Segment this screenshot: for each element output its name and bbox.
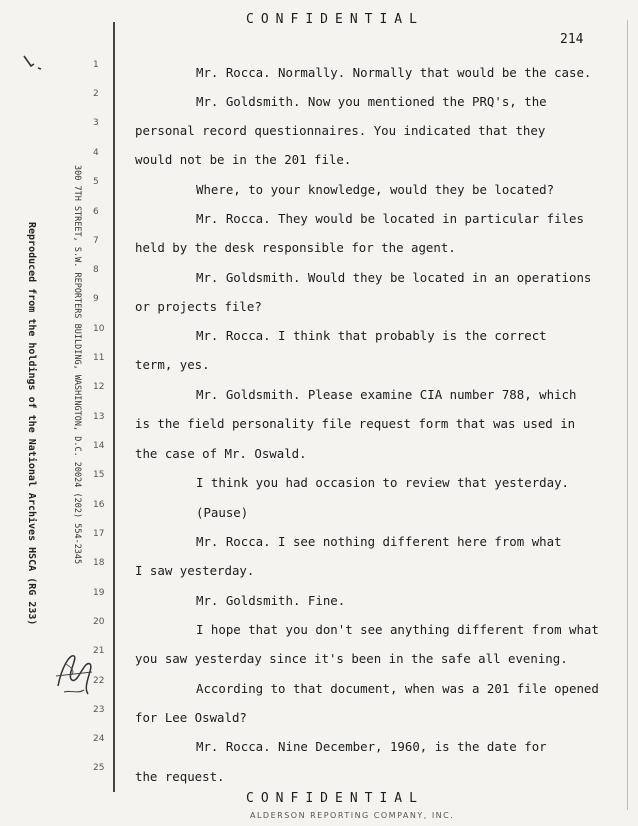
margin-rule — [113, 22, 115, 792]
line-number: 2 — [93, 89, 99, 99]
transcript-line: Mr. Goldsmith. Fine. — [196, 593, 346, 608]
pen-mark — [22, 52, 44, 74]
line-number: 17 — [93, 529, 105, 539]
line-number: 25 — [93, 763, 105, 773]
line-number: 7 — [93, 236, 99, 246]
archive-reproduction-note: Reproduced from the holdings of the National Archives HSCA (RG 233) — [26, 222, 37, 626]
line-number: 12 — [93, 382, 105, 392]
transcript-line: I hope that you don't see anything different from what — [196, 622, 599, 637]
transcript-line: personal record questionnaires. You indicated that they — [135, 123, 546, 138]
transcript-line: the request. — [135, 769, 225, 784]
transcript-line: Mr. Goldsmith. Please examine CIA number 788, which — [196, 387, 577, 402]
line-number: 24 — [93, 734, 105, 744]
page-number: 214 — [560, 32, 584, 47]
handwritten-initials — [52, 646, 98, 702]
transcript-line: you saw yesterday since it's been in the safe all evening. — [135, 651, 568, 666]
line-number: 9 — [93, 294, 99, 304]
transcript-line: the case of Mr. Oswald. — [135, 446, 307, 461]
line-number: 8 — [93, 265, 99, 275]
footer-company: ALDERSON REPORTING COMPANY, INC. — [250, 811, 455, 820]
right-edge-rule — [627, 20, 628, 810]
line-number: 19 — [93, 588, 105, 598]
line-number: 10 — [93, 324, 105, 334]
header-classification: CONFIDENTIAL — [246, 12, 424, 27]
transcript-line: or projects file? — [135, 299, 262, 314]
footer-classification: CONFIDENTIAL — [246, 791, 424, 806]
transcript-line: Mr. Rocca. I think that probably is the correct — [196, 328, 547, 343]
line-number: 23 — [93, 705, 105, 715]
transcript-line: held by the desk responsible for the agent. — [135, 240, 456, 255]
line-number: 3 — [93, 118, 99, 128]
reporter-address: 300 7TH STREET, S.W. REPORTERS BUILDING, WASHINGTON, D.C. 20024 (202) 554-2345 — [72, 165, 82, 565]
transcript-line: I think you had occasion to review that yesterday. — [196, 475, 569, 490]
transcript-line: would not be in the 201 file. — [135, 152, 352, 167]
line-number: 4 — [93, 148, 99, 158]
transcript-line: term, yes. — [135, 357, 210, 372]
line-number: 21 — [93, 646, 105, 656]
line-number: 5 — [93, 177, 99, 187]
transcript-line: Mr. Rocca. I see nothing different here from what — [196, 534, 562, 549]
transcript-line: Mr. Rocca. Nine December, 1960, is the date for — [196, 739, 547, 754]
transcript-line: I saw yesterday. — [135, 563, 255, 578]
line-number: 14 — [93, 441, 105, 451]
line-number: 22 — [93, 676, 105, 686]
line-number: 18 — [93, 558, 105, 568]
line-number: 6 — [93, 207, 99, 217]
transcript-line: for Lee Oswald? — [135, 710, 247, 725]
transcript-line: (Pause) — [196, 505, 249, 520]
transcript-line: Where, to your knowledge, would they be located? — [196, 182, 555, 197]
transcript-line: Mr. Goldsmith. Now you mentioned the PRQ's, the — [196, 94, 547, 109]
line-number: 11 — [93, 353, 105, 363]
transcript-line: Mr. Goldsmith. Would they be located in an operations — [196, 270, 592, 285]
transcript-line: Mr. Rocca. They would be located in particular files — [196, 211, 584, 226]
transcript-line: Mr. Rocca. Normally. Normally that would be the case. — [196, 65, 592, 80]
line-number: 1 — [93, 60, 99, 70]
line-number: 13 — [93, 412, 105, 422]
line-number: 16 — [93, 500, 105, 510]
line-number: 15 — [93, 470, 105, 480]
transcript-line: is the field personality file request form that was used in — [135, 416, 576, 431]
transcript-line: According to that document, when was a 201 file opened — [196, 681, 599, 696]
line-number: 20 — [93, 617, 105, 627]
